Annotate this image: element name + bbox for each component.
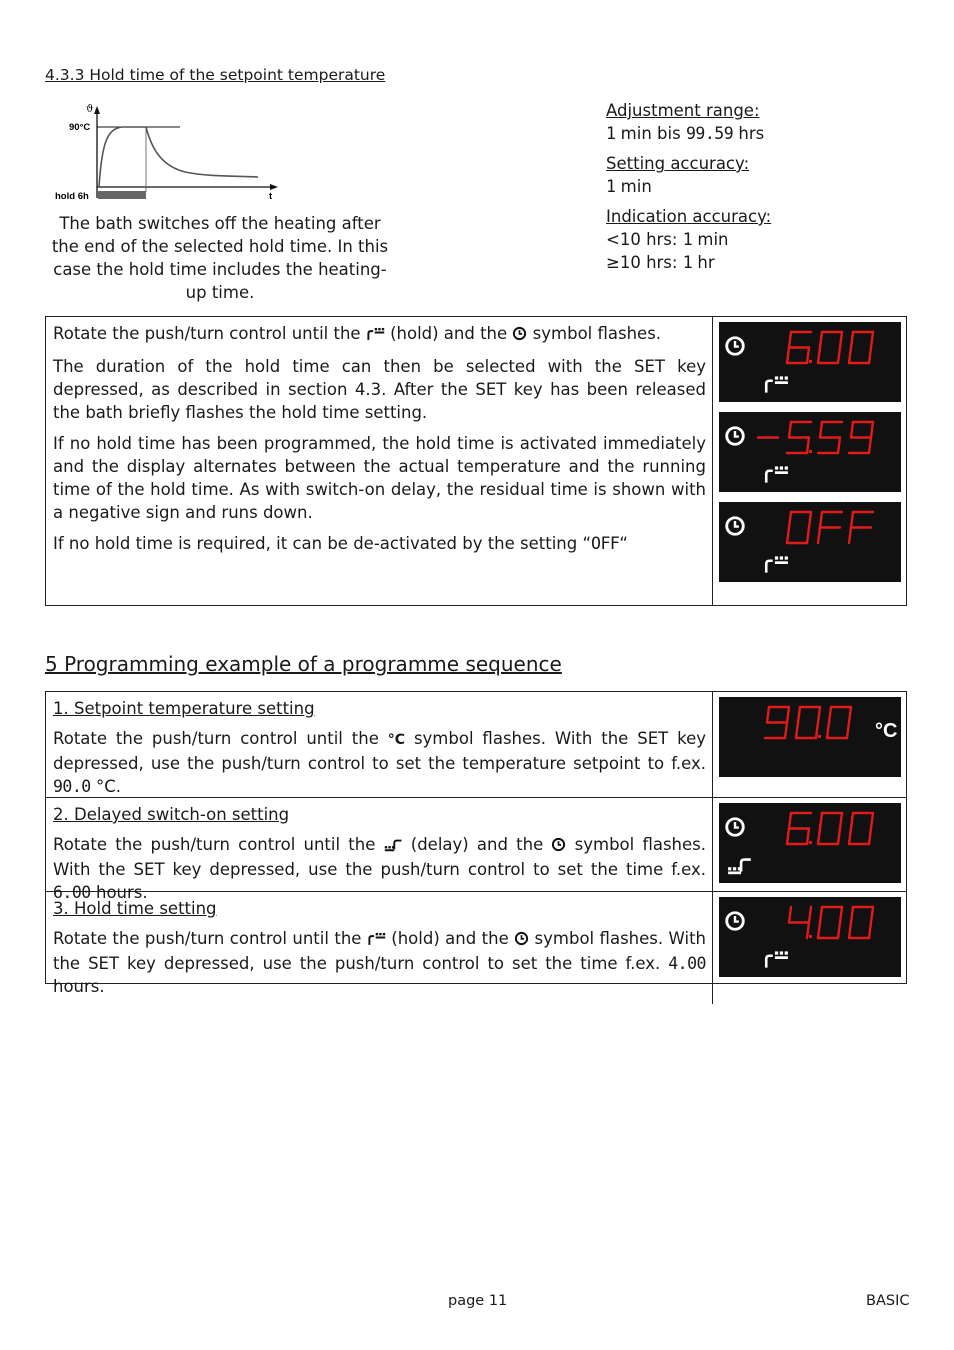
display-digit bbox=[849, 512, 873, 543]
hold-icon bbox=[766, 466, 788, 482]
step2-text: 2. Delayed switch-on setting Rotate the push/turn control until the (delay) and the symbol flashes. With the SET key depressed, use the push/turn control to set the time f.ex. 6.00 hours. bbox=[46, 798, 713, 891]
graph-description: The bath switches off the heating after the end of the selected hold time. In this case the hold time includes the heating-up time. bbox=[51, 214, 389, 302]
graph-y-symbol: ϑ bbox=[86, 104, 94, 115]
display-digit bbox=[796, 707, 821, 738]
clock-icon bbox=[514, 929, 529, 952]
hold-icon bbox=[366, 324, 385, 347]
display-digit bbox=[827, 707, 851, 738]
programming-table bbox=[45, 691, 907, 996]
display-digit bbox=[765, 707, 789, 738]
display-digit bbox=[818, 332, 842, 363]
indication-accuracy-label: Indication accuracy: bbox=[606, 207, 772, 226]
clock-icon bbox=[551, 835, 566, 858]
adjustment-range-label: Adjustment range: bbox=[606, 101, 760, 120]
hold-icon bbox=[766, 556, 788, 572]
led-display bbox=[719, 322, 901, 402]
led-display bbox=[719, 803, 901, 883]
hold-time-table bbox=[45, 316, 907, 606]
display-digit bbox=[818, 422, 842, 453]
hold-display-column bbox=[713, 317, 906, 605]
display-digit bbox=[818, 813, 842, 844]
graph-hold-label: hold 6h bbox=[55, 191, 89, 202]
led-display bbox=[719, 697, 901, 777]
display-digit bbox=[849, 907, 873, 938]
display-digit bbox=[849, 813, 873, 844]
display-digit bbox=[849, 332, 873, 363]
display-unit: °C bbox=[875, 720, 898, 742]
display-digit bbox=[787, 332, 812, 363]
delay-icon bbox=[384, 835, 403, 858]
section-title-programming: 5 Programming example of a programme sequence bbox=[45, 652, 562, 676]
display-digit bbox=[787, 422, 812, 453]
footer-brand: BASIC bbox=[866, 1293, 910, 1309]
hold-icon bbox=[766, 951, 788, 967]
specs-list: Adjustment range: 1 min bis 99.59 hrs Setting accuracy: 1 min Indication accuracy: <10 hrs: 1 min ≥10 hrs: 1 hr bbox=[606, 99, 906, 281]
hold-icon bbox=[367, 929, 386, 952]
step1-text: 1. Setpoint temperature setting Rotate the push/turn control until the °C symbol flashes. With the SET key depressed, use the push/turn control to set the temperature setpoint to f.ex. 90.0 °C. bbox=[46, 692, 713, 797]
delay-icon bbox=[728, 860, 751, 875]
display-digit bbox=[849, 422, 873, 453]
section-title-hold-time: 4.3.3 Hold time of the setpoint temperature bbox=[45, 66, 386, 84]
clock-icon bbox=[727, 819, 744, 836]
hold-time-graph bbox=[50, 100, 290, 205]
clock-icon bbox=[512, 324, 527, 347]
clock-icon bbox=[727, 518, 744, 535]
display-digit bbox=[818, 907, 842, 938]
graph-x-label: t bbox=[269, 191, 273, 202]
led-display bbox=[719, 502, 901, 582]
led-display bbox=[719, 897, 901, 977]
hold-time-text: Rotate the push/turn control until the (hold) and the symbol flashes. The duration of the hold time can then be selected with the SET key depressed, as described in section 4.3. After the SET key has been released the bath briefly flashes the hold time setting. If no hold time has been programmed, the hold time is activated immediately and the display alternates between the actual temperature and the running time of the hold time. As with switch-on delay, the residual time is shown with a negative sign and runs down. If no hold time is required, it can be de-activated by the setting “OFF“ bbox=[46, 317, 713, 605]
clock-icon bbox=[727, 338, 744, 355]
clock-icon bbox=[727, 913, 744, 930]
led-display bbox=[719, 412, 901, 492]
hold-icon bbox=[766, 376, 788, 392]
celsius-symbol: °C bbox=[387, 732, 406, 748]
graph-y-label: 90°C bbox=[69, 122, 91, 133]
display-digit bbox=[787, 512, 811, 543]
display-digit bbox=[789, 907, 812, 938]
display-digit bbox=[787, 813, 812, 844]
display-digit bbox=[818, 512, 842, 543]
setting-accuracy-label: Setting accuracy: bbox=[606, 154, 750, 173]
step3-text: 3. Hold time setting Rotate the push/turn control until the (hold) and the symbol flashes. With the SET key depressed, use the push/turn control to set the time f.ex. 4.00 hours. bbox=[46, 892, 713, 1004]
page-number: page 11 bbox=[448, 1293, 508, 1309]
clock-icon bbox=[727, 428, 744, 445]
